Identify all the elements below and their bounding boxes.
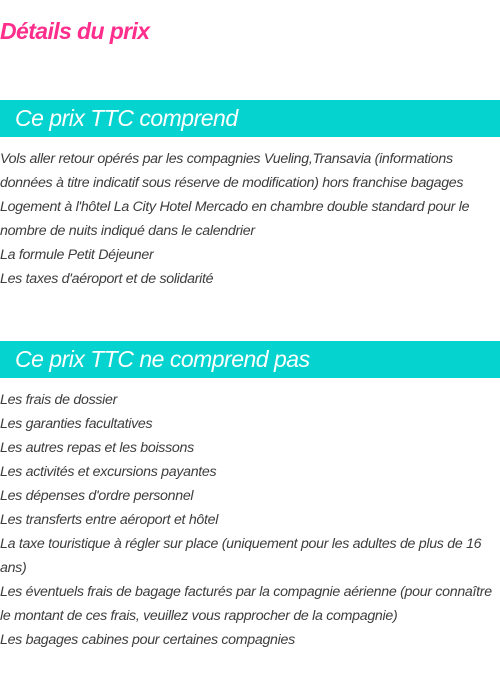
excluded-item: Les dépenses d'ordre personnel [0,488,194,504]
included-item: Logement à l'hôtel La City Hotel Mercado en chambre double standard pour le nombre de nuits indiqué dans le calendrier [0,199,470,239]
excluded-item: La taxe touristique à régler sur place (uniquement pour les adultes de plus de 16 ans) [0,536,482,576]
included-section-header [0,100,500,137]
excluded-item: Les éventuels frais de bagage facturés par la compagnie aérienne (pour connaître le montant de ces frais, veuillez vous rapprocher de la compagnie) [0,584,492,624]
excluded-item: Les garanties facultatives [0,416,153,432]
included-section-title: Ce prix TTC comprend [15,105,238,131]
excluded-item: Les activités et excursions payantes [0,464,217,480]
excluded-section-header [0,341,500,378]
excluded-item: Les transferts entre aéroport et hôtel [0,512,219,528]
included-item: La formule Petit Déjeuner [0,247,154,263]
included-items-list [0,147,500,291]
included-item: Les taxes d'aéroport et de solidarité [0,271,214,287]
excluded-item: Les autres repas et les boissons [0,440,194,456]
included-item: Vols aller retour opérés par les compagnies Vueling,Transavia (informations données à titre indicatif sous réserve de modification) hors franchise bagages [0,151,464,191]
excluded-item: Les bagages cabines pour certaines compagnies [0,632,295,648]
excluded-items-list [0,388,500,652]
excluded-item: Les frais de dossier [0,392,118,408]
page-title: Détails du prix [0,18,150,44]
excluded-section-title: Ce prix TTC ne comprend pas [15,346,310,372]
